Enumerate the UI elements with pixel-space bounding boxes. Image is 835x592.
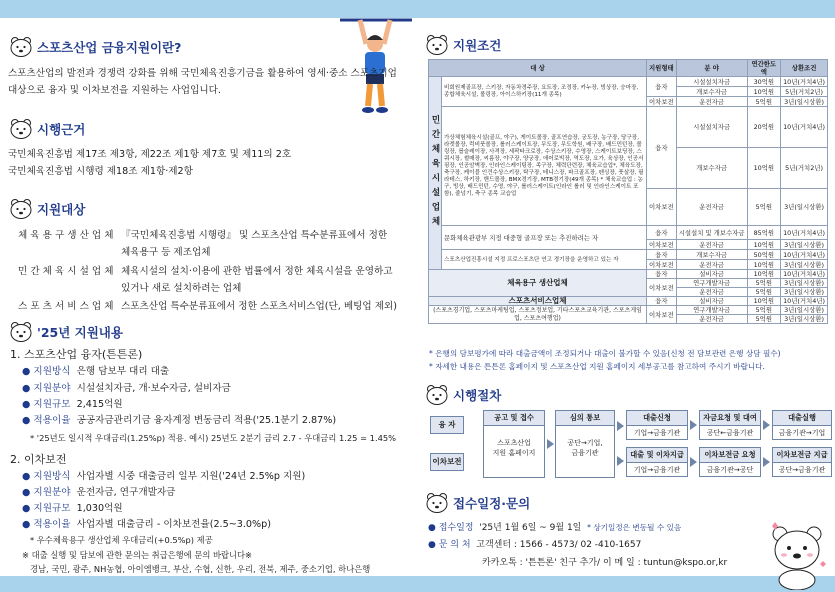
th-limit: 연간한도액 (747, 60, 781, 77)
table-row (429, 226, 828, 240)
bank-inquiry-note: ※ 대출 실행 및 담보에 관한 문의는 취급은행에 문의 바랍니다※ (22, 550, 252, 560)
flow-subsidy-step-2 (699, 447, 761, 477)
target-value-3a: 스포츠산업 특수분류표에서 정한 스포츠서비스업(단, 베팅업 제외) (121, 301, 398, 312)
subsidy-heading: 2. 이차보전 (10, 453, 67, 466)
conditions-note-2: * 자세한 내용은 튼튼론 홈페이지 및 스포츠산업 지원 홈페이지 세부공고를 참고하여 주시기 바랍니다. (429, 362, 765, 371)
flow-step-announce (483, 410, 545, 478)
table-header-row (429, 60, 828, 77)
amount-cell: 10억원 (747, 297, 781, 306)
table-row (429, 250, 828, 260)
flow-subsidy-step-1 (626, 447, 688, 477)
field-cell: 운전자금 (676, 260, 747, 270)
flow-label-loan: 융 자 (430, 416, 464, 434)
field-cell: 설비자금 (676, 270, 747, 279)
amount-cell: 20억원 (747, 107, 781, 148)
target-value-1a: 『국민체육진흥법 시행령』 및 스포츠산업 특수분류표에서 정한 (121, 230, 388, 241)
flow-loan-step-2 (699, 410, 761, 440)
field-cell: 시설설치자금 (676, 77, 747, 87)
loan-item-2: ● 지원분야 시설설치자금, 개·보수자금, 설비자금 (22, 383, 231, 394)
flow-step-head: 자금요청 및 대여 (700, 411, 760, 426)
support-title: '25년 지원내용 (37, 325, 123, 340)
amount-cell: 5억원 (747, 279, 781, 288)
flow-step-head: 이차보전금 요청 (700, 448, 760, 463)
conditions-note-1: * 은행의 담보평가에 따라 대출금액이 조정되거나 대출이 불가할 수 있음(신청 전 담보관련 은행 상담 필수) (429, 349, 781, 358)
field-cell: 개보수자금 (676, 148, 747, 189)
target-value-2b: 있거나 새로 설치하려는 업체 (121, 283, 242, 294)
flow-step-text: 공단→기업, (567, 439, 603, 447)
target-title: 지원대상 (37, 202, 86, 217)
conditions-title: 지원조건 (453, 38, 502, 53)
amount-cell: 10억원 (747, 148, 781, 189)
desc-cell: 스포츠산업진흥시설 지정 프로스포츠단 연고 경기장을 운영하고 있는 자 (442, 250, 647, 270)
field-cell: 연구개발자금 (676, 306, 747, 315)
flow-arrow (690, 457, 697, 467)
section-title-support (8, 321, 123, 343)
condition-cell: 3년(일시상환) (781, 279, 828, 288)
condition-cell: 5년(거치2년) (781, 148, 828, 189)
flow-step-text: 기업→금융기관 (633, 429, 681, 437)
th-field: 분 야 (676, 60, 747, 77)
table-row (429, 306, 828, 315)
amount-cell: 5억원 (747, 189, 781, 226)
th-repay: 상환조건 (781, 60, 828, 77)
field-cell: 개보수자금 (676, 250, 747, 260)
loan-item-3: ● 지원규모 2,415억원 (22, 399, 123, 410)
target-key-1: 체 육 용 구 생 산 업 체 (18, 230, 114, 241)
amount-cell: 10억원 (747, 240, 781, 250)
flow-step-text: 스포츠산업 (497, 439, 531, 447)
flow-step-head: 대출신청 (627, 411, 687, 426)
field-cell: 운전자금 (676, 315, 747, 324)
intro-title: 스포츠산업 금융지원이란? (37, 40, 182, 55)
type-cell: 이차보전 (647, 189, 677, 226)
target-value-1b: 체육용구 등 제조업체 (121, 247, 211, 258)
amount-cell: 5억원 (747, 97, 781, 107)
bear-icon (424, 34, 450, 56)
table-row (429, 107, 828, 148)
target-key-2: 민 간 체 육 시 설 업 체 (18, 266, 114, 277)
loan-heading: 1. 스포츠산업 융자(튼튼론) (10, 348, 143, 361)
field-cell: 시설설치자금 (676, 107, 747, 148)
field-cell: 시설설치 및 개보수자금 (676, 226, 747, 240)
flow-arrow (763, 457, 770, 467)
amount-cell: 5억원 (747, 288, 781, 297)
condition-cell: 3년(일시상환) (781, 260, 828, 270)
procedure-title: 시행절차 (453, 388, 502, 403)
contact-row: ● 문 의 처 고객센터 : 1566 - 4573/ 02 -410-1657 (428, 540, 642, 550)
field-cell: 개보수자금 (676, 87, 747, 97)
target-value-2a: 체육시설의 설치·이용에 관한 법률에서 정한 체육시설을 운영하고 (121, 266, 393, 277)
th-type: 지원형태 (647, 60, 677, 77)
condition-cell: 3년(일시상환) (781, 315, 828, 324)
flow-step-head: 대출 및 이차지급 (627, 448, 687, 463)
type-cell: 이차보전 (647, 260, 677, 270)
subsidy-item-1: ● 지원방식 사업자별 시중 대출금리 일부 지원('24년 2.5%p 지원) (22, 471, 306, 482)
type-cell: 이차보전 (647, 306, 677, 324)
service-detail-cell: (스포츠경기업, 스포츠마케팅업, 스포츠정보업, 기타스포츠교육기관, 스포츠게임업, 스포츠여행업) (429, 306, 647, 324)
schedule-row: ● 접수일정 '25년 1월 6일 ~ 9월 1일 * 상기일정은 변동될 수 있음 (428, 523, 682, 533)
equipment-maker-cell: 체육용구 생산업체 (429, 270, 647, 297)
type-cell: 융자 (647, 226, 677, 240)
condition-cell: 10년(거치4년) (781, 77, 828, 87)
kakao-email-row: 카카오톡 : '튼튼론' 친구 추가/ 이 메 일 : tuntun@kspo.or,kr (482, 558, 728, 568)
bear-icon (8, 118, 34, 140)
section-title-conditions (424, 34, 501, 56)
subsidy-item-4: ● 적용이율 사업자별 대출금리 - 이차보전율(2.5~3.0%p) (22, 519, 271, 530)
amount-cell: 5억원 (747, 315, 781, 324)
section-title-basis (8, 118, 85, 140)
condition-cell: 3년(일시상환) (781, 240, 828, 250)
desc-cell: 가상체험체육시설(골프, 야구), 게이트볼장, 골프연습장, 궁도장, 농구장, 당구장, 라켓볼장, 럭비풋볼장, 롤러스케이트장, 무도장, 무도학원, 배구장, 배드민턴장, 볼링장, 봅슬레이장, 사격장, 세팍타크로장, 수상스키장, 수영장, 스케이트보딩장, 스쿼시장, 썰매장, 씨름장, 야구장, 양궁장, 에어로빅장, 역도장, 요가, 육상장, 인공서핑장, 인공암벽장, 인라인스케이팅장, 족구장, 체력단련장, 체육교습업*, 체육도장, 축구장, 케이블 인견수상스키장, 탁구장, 테니스장, 파크골프장, 펜싱장, 풋살장, 필라테스, 하키장, 핸드볼장, BMX경기장, MTB경기장(49개 종목) * 체육교습업 : 농구, 빙상, 배드민턴, 수영, 야구, 롤러스케이트(인라인 롤러 및 인라인스케이트 포함), 줄넘기, 축구 종목 교습업 (442, 107, 647, 226)
flow-step-text: 공단←금융기관 (706, 429, 754, 437)
flow-loan-step-1 (626, 410, 688, 440)
table-row (429, 270, 828, 279)
field-cell: 운전자금 (676, 240, 747, 250)
flow-subsidy-step-3 (772, 447, 832, 477)
intro-line-1: 스포츠산업의 발전과 경쟁력 강화를 위해 국민체육진흥기금을 활용하여 영세·중소 스포츠기업 (8, 68, 397, 79)
type-cell: 이차보전 (647, 97, 677, 107)
subsidy-item-3: ● 지원규모 1,030억원 (22, 503, 123, 514)
flow-arrow (763, 420, 770, 430)
amount-cell: 5억원 (747, 306, 781, 315)
bear-icon (424, 492, 450, 514)
category-private-facility: 민간체육시설업체 (429, 77, 442, 270)
type-cell: 이차보전 (647, 279, 677, 297)
flow-step-text: 지원 홈페이지 (492, 449, 536, 457)
section-title-intro (8, 36, 181, 58)
amount-cell: 30억원 (747, 77, 781, 87)
bear-icon (8, 321, 34, 343)
flow-step-head: 이차보전금 지급 (773, 448, 831, 463)
amount-cell: 50억원 (747, 250, 781, 260)
type-cell: 융자 (647, 270, 677, 279)
condition-cell: 10년(거치4년) (781, 250, 828, 260)
basis-title: 시행근거 (37, 122, 86, 137)
flow-step-head: 공고 및 접수 (484, 411, 544, 426)
service-biz-cell: 스포츠서비스업체 (429, 297, 647, 306)
basis-line-1: 국민체육진흥법 제17조 제3항, 제22조 제1항 제7호 및 제11의 2호 (8, 149, 292, 160)
table-row (429, 297, 828, 306)
flow-step-text: 공단→금융기관 (778, 466, 826, 474)
loan-note: * '25년도 일시적 우대금리(1.25%p) 적용. 예시) 25년도 2분기 금리 2.7 - 우대금리 1.25 = 1.45% (30, 433, 397, 443)
flow-step-text: 기업→금융기관 (633, 466, 681, 474)
flow-arrow (547, 439, 554, 449)
field-cell: 운전자금 (676, 288, 747, 297)
desc-cell: 문화체육관광부 지정 대중형 골프장 또는 추진하려는 자 (442, 226, 647, 250)
flow-step-text: 금융기관 (571, 449, 599, 457)
bottom-band (0, 576, 835, 592)
type-cell: 융자 (647, 250, 677, 260)
condition-cell: 3년(일시상환) (781, 97, 828, 107)
table-row (429, 77, 828, 87)
type-cell: 융자 (647, 297, 677, 306)
condition-cell: 3년(일시상환) (781, 189, 828, 226)
condition-cell: 10년(거치4년) (781, 270, 828, 279)
section-title-schedule (424, 492, 530, 514)
condition-cell: 10년(거치4년) (781, 226, 828, 240)
top-band (0, 0, 835, 18)
condition-cell: 5년(거치2년) (781, 87, 828, 97)
loan-item-1: ● 지원방식 은행 담보부 대리 대출 (22, 366, 170, 377)
section-title-target (8, 198, 85, 220)
flow-step-review (555, 410, 615, 478)
subsidy-note: * 우수체육용구 생산업체 우대금리(+0.5%p) 제공 (30, 535, 213, 545)
field-cell: 설비자금 (676, 297, 747, 306)
amount-cell: 10억원 (747, 87, 781, 97)
type-cell: 융자 (647, 107, 677, 189)
flow-step-text: 금융기관→기업 (778, 429, 826, 437)
intro-line-2: 대상으로 융자 및 이차보전을 지원하는 사업입니다. (8, 85, 221, 96)
type-cell: 융자 (647, 77, 677, 97)
subsidy-item-2: ● 지원분야 운전자금, 연구개발자금 (22, 487, 176, 498)
flow-arrow (617, 456, 624, 466)
th-target: 대 상 (429, 60, 647, 77)
bear-mascot-illustration (764, 520, 830, 590)
flow-arrow (617, 421, 624, 431)
bank-list: 경남, 국민, 광주, NH농협, 아이엠뱅크, 부산, 수협, 신한, 우리, 전북, 제주, 중소기업, 하나은행 (30, 564, 371, 574)
amount-cell: 10억원 (747, 260, 781, 270)
bear-icon (8, 198, 34, 220)
desc-cell: 비회원제골프장, 스키장, 자동차경주장, 요트장, 조정장, 카누장, 빙상장, 승마장, 종합체육시설, 볼링장, 아이스하키장(11개 종목) (442, 77, 647, 107)
schedule-title: 접수일정·문의 (453, 496, 531, 511)
type-cell: 이차보전 (647, 240, 677, 250)
target-key-3: 스 포 츠 서 비 스 업 체 (18, 301, 114, 312)
field-cell: 운전자금 (676, 189, 747, 226)
condition-cell: 3년(일시상환) (781, 306, 828, 315)
condition-cell: 10년(거치4년) (781, 107, 828, 148)
basis-line-2: 국민체육진흥법 시행령 제18조 제1항·제2항 (8, 166, 193, 177)
conditions-table (428, 59, 828, 324)
condition-cell: 10년(거치4년) (781, 297, 828, 306)
field-cell: 연구개발자금 (676, 279, 747, 288)
flow-step-head: 심의 통보 (556, 411, 614, 426)
section-title-procedure (424, 384, 501, 406)
bear-icon (424, 384, 450, 406)
field-cell: 운전자금 (676, 97, 747, 107)
condition-cell: 3년(일시상환) (781, 288, 828, 297)
amount-cell: 85억원 (747, 226, 781, 240)
flow-label-subsidy: 이차보전 (430, 453, 464, 471)
flow-step-text: 금융기관→공단 (706, 466, 754, 474)
flow-arrow (690, 420, 697, 430)
flow-step-head: 대출실행 (773, 411, 831, 426)
loan-item-4: ● 적용이율 공공자금관리기금 융자계정 변동금리 적용('25.1분기 2.87%) (22, 415, 337, 426)
bear-icon (8, 36, 34, 58)
amount-cell: 10억원 (747, 270, 781, 279)
flow-loan-step-3 (772, 410, 832, 440)
